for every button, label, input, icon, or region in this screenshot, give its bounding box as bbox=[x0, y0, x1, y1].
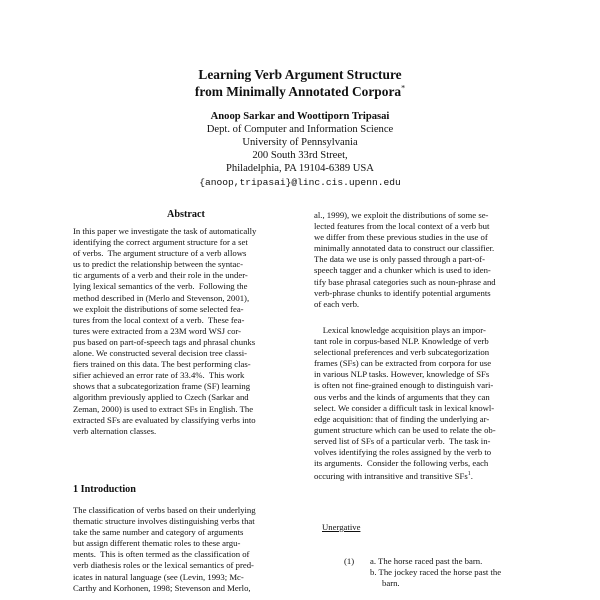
abstract-line: method described in (Merlo and Stevenson, 2001), bbox=[73, 292, 250, 303]
body-line: volves identifying the roles assigned by the verb to bbox=[314, 447, 492, 458]
body-line: lected features from the local context of a verb but bbox=[314, 221, 490, 232]
affiliation-line-3: 200 South 33rd Street, bbox=[252, 150, 348, 161]
body-line: selectional preferences and verb subcategorization bbox=[314, 347, 490, 358]
abstract-line: verb alternation classes. bbox=[73, 425, 157, 436]
abstract-line: us to predict the relationship between the syntac- bbox=[73, 259, 244, 270]
introduction-line: but assign different thematic roles to these argu- bbox=[73, 538, 241, 549]
abstract-line: pus based on part-of-speech tags and phrasal chunks bbox=[73, 336, 256, 347]
abstract-line: alone. We constructed several decision tree classi- bbox=[73, 348, 248, 359]
body-line: tify base phrasal categories such as noun-phrase and bbox=[314, 276, 496, 287]
abstract-line: sifier achieved an error rate of 33.4%. This work bbox=[73, 370, 245, 381]
affiliation-line-1: Dept. of Computer and Information Science bbox=[206, 124, 394, 135]
example-category-label: Unergative bbox=[322, 522, 361, 532]
title-line-1: Learning Verb Argument Structure bbox=[198, 67, 402, 82]
body-line: ous verbs and the kinds of arguments that they can bbox=[314, 391, 490, 402]
affiliation-line-2: University of Pennsylvania bbox=[242, 137, 358, 148]
body-line: Lexical knowledge acquisition plays an impor- bbox=[314, 325, 486, 335]
title-footnote-mark: * bbox=[401, 83, 406, 93]
body-line: served list of SFs of a particular verb. The task in- bbox=[314, 435, 491, 446]
body-line: in various NLP tasks. However, knowledge of SFs bbox=[314, 369, 490, 380]
abstract-line: we exploit the distributions of some selected fea- bbox=[73, 303, 244, 314]
body-line bbox=[314, 469, 540, 480]
affiliation-line-4: Philadelphia, PA 19104-6389 USA bbox=[226, 163, 374, 174]
abstract-line: of verbs. The argument structure of a verb allows bbox=[73, 248, 247, 259]
example-sentence-b: b. The jockey raced the horse past the bbox=[370, 567, 502, 577]
footnote-mark: 1 bbox=[467, 471, 471, 478]
example-sentence-b-continuation: barn. bbox=[382, 578, 400, 588]
abstract-line: tic arguments of a verb and their role in the under- bbox=[73, 270, 248, 281]
title-line-2-text: from Minimally Annotated Corpora bbox=[194, 84, 402, 99]
abstract-line: fiers trained on this data. The best performing clas- bbox=[73, 359, 251, 370]
introduction-line: Carthy and Korhonen, 1998; Stevenson and Merlo, bbox=[73, 582, 251, 593]
body-line: its arguments. Consider the following verbs, each bbox=[314, 458, 489, 469]
body-line: frames (SFs) can be extracted from corpora for use bbox=[314, 358, 492, 369]
abstract-heading: Abstract bbox=[167, 209, 205, 220]
right-column-paragraph-2 bbox=[314, 325, 540, 480]
abstract-line: shows that a subcategorization frame (SF) learning bbox=[73, 381, 251, 392]
introduction-line: take the same number and category of arguments bbox=[73, 527, 244, 538]
example-number: (1) bbox=[344, 556, 355, 566]
body-line: tant role in corpus-based NLP. Knowledge of verb bbox=[314, 336, 489, 347]
example-sentence-a: a. The horse raced past the barn. bbox=[370, 556, 483, 566]
footnote-period: . bbox=[470, 471, 473, 482]
body-line: gument structure which can be used to relate the ob- bbox=[314, 424, 496, 435]
abstract-line: tures were extracted from a 23M word WSJ cor- bbox=[73, 325, 242, 336]
author-names: Anoop Sarkar and Woottiporn Tripasai bbox=[210, 111, 390, 122]
abstract-line: tures from the local context of a verb. These fea- bbox=[73, 314, 245, 325]
body-line: edge acquisition: that of finding the underlying ar- bbox=[314, 413, 490, 424]
abstract-body bbox=[73, 226, 299, 437]
author-emails: {anoop,tripasai}@linc.cis.upenn.edu bbox=[199, 177, 401, 188]
introduction-body bbox=[73, 505, 299, 594]
body-line-text: occuring with intransitive and transitive SFs bbox=[314, 471, 468, 482]
introduction-line: verb diathesis roles or the lexical semantics of pred- bbox=[73, 560, 254, 571]
body-line: speech tagger and a chunker which is used to iden- bbox=[314, 265, 491, 276]
abstract-line: extracted SFs are evaluated by classifying verbs into bbox=[73, 414, 256, 425]
introduction-line: thematic structure involves distinguishing verbs that bbox=[73, 516, 255, 527]
body-line: is often not fine-grained enough to distinguish vari- bbox=[314, 380, 494, 391]
right-column-paragraph-1 bbox=[314, 210, 540, 310]
abstract-line: identifying the correct argument structure for a set bbox=[73, 237, 248, 248]
body-line: The data we use is only passed through a part-of- bbox=[314, 254, 486, 265]
body-line: minimally annotated data to construct our classifier. bbox=[314, 243, 495, 254]
introduction-line: icates in natural language (see (Levin, 1993; Mc- bbox=[73, 571, 244, 582]
body-line: select. We consider a difficult task in lexical knowl- bbox=[314, 402, 495, 413]
title-line-2 bbox=[0, 83, 600, 100]
introduction-heading: 1 Introduction bbox=[73, 484, 136, 495]
abstract-line: lying lexical semantics of the verb. Following the bbox=[73, 281, 248, 292]
abstract-line: In this paper we investigate the task of automatically bbox=[73, 226, 257, 236]
abstract-line: algorithm previously applied to Czech (Sarkar and bbox=[73, 392, 249, 403]
body-line: al., 1999), we exploit the distributions of some se- bbox=[314, 210, 489, 220]
body-line: verb-phrase chunks to identify potential arguments bbox=[314, 287, 491, 298]
body-line: we differ from these previous studies in the use of bbox=[314, 232, 488, 243]
introduction-line: The classification of verbs based on their underlying bbox=[73, 505, 256, 515]
body-line: of each verb. bbox=[314, 298, 360, 309]
introduction-line: ments. This is often termed as the classification of bbox=[73, 549, 250, 560]
abstract-line: Zeman, 2000) is used to extract SFs in English. The bbox=[73, 403, 254, 414]
